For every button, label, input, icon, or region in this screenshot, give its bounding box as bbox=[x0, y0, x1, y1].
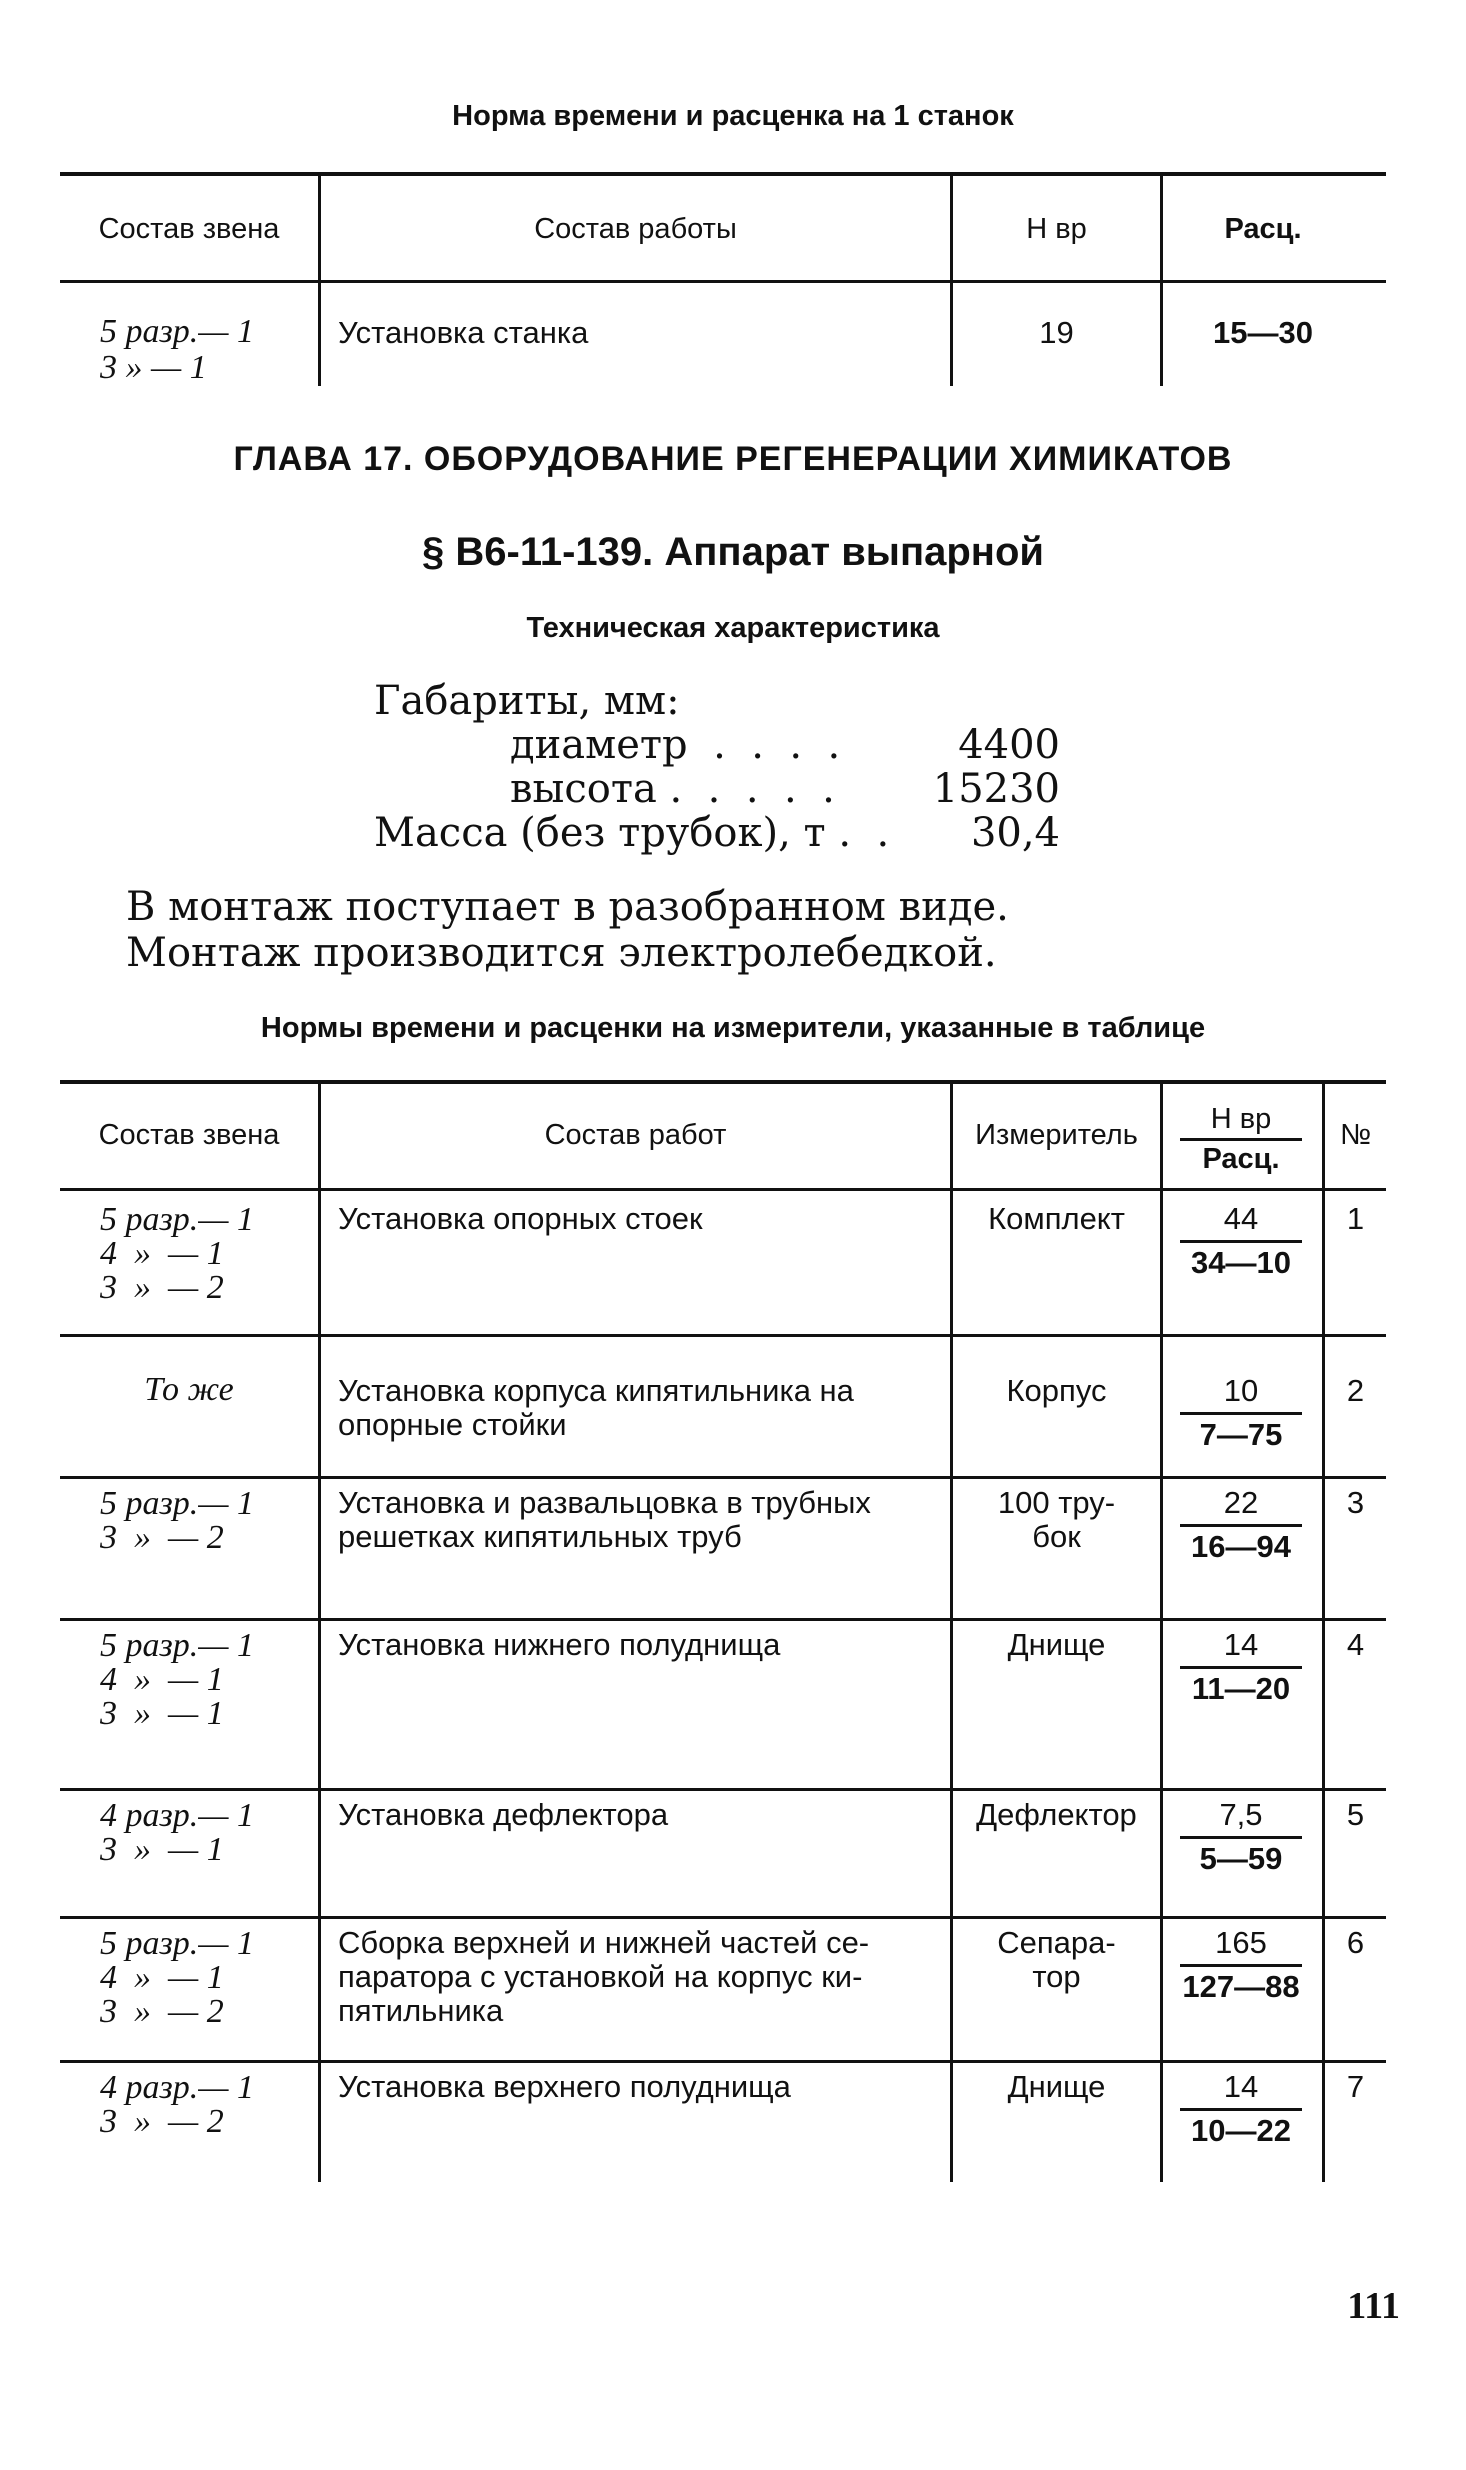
table2-crew-line: 5 разр.— 1 bbox=[100, 1485, 254, 1522]
table2-fraction-line bbox=[1180, 1836, 1302, 1839]
page-number: 111 bbox=[1347, 2285, 1400, 2327]
table2-unit-line: Дефлектор bbox=[976, 1797, 1137, 1832]
table2-header-rule bbox=[60, 1188, 1386, 1191]
table2-work-line: пятильника bbox=[338, 1993, 504, 2028]
note-line: В монтаж поступает в разобранном виде. bbox=[126, 884, 1009, 930]
table2-fraction-line bbox=[1180, 1964, 1302, 1967]
dimensions-label: Габариты, мм: bbox=[374, 678, 680, 724]
table1-header-nvr: Н вр bbox=[1026, 213, 1087, 245]
table2-row-number: 5 bbox=[1346, 1797, 1365, 1832]
table2-rate: 11—20 bbox=[1191, 1671, 1291, 1706]
table2-row-number: 7 bbox=[1346, 2069, 1365, 2104]
table2-crew-line: 4 » — 1 bbox=[100, 1661, 224, 1698]
table2-fraction-line bbox=[1180, 1412, 1302, 1415]
table2-crew-line: 5 разр.— 1 bbox=[100, 1925, 254, 1962]
table2-row-rule bbox=[60, 2060, 1386, 2063]
table2-work-line: Установка опорных стоек bbox=[338, 1201, 703, 1236]
table2-unit-line: тор bbox=[1032, 1959, 1081, 1994]
table2-unit-line: Корпус bbox=[1006, 1373, 1107, 1408]
table2-caption: Нормы времени и расценки на измерители, указанные в таблице bbox=[260, 1012, 1206, 1044]
table2-crew-line: 4 разр.— 1 bbox=[100, 2069, 254, 2106]
table1-header-rate: Расц. bbox=[1224, 213, 1302, 245]
table2-row-number: 1 bbox=[1346, 1201, 1365, 1236]
note-line: Монтаж производится электролебедкой. bbox=[126, 930, 997, 976]
table2-rate: 5—59 bbox=[1199, 1841, 1283, 1876]
table2-nvr: 165 bbox=[1215, 1925, 1267, 1960]
table2-row-rule bbox=[60, 1334, 1386, 1337]
table1-work: Установка станка bbox=[338, 315, 589, 350]
table2-crew-line: 3 » — 2 bbox=[100, 1993, 224, 2030]
table2-row-rule bbox=[60, 1618, 1386, 1621]
table2-work-line: Установка корпуса кипятильника на bbox=[338, 1373, 854, 1408]
table2-work-line: решетках кипятильных труб bbox=[338, 1519, 742, 1554]
table2-crew-line: 5 разр.— 1 bbox=[100, 1627, 254, 1664]
table1-col-divider bbox=[1160, 174, 1163, 386]
table2-header-rate: Расц. bbox=[1202, 1143, 1280, 1175]
tech-characteristics-title: Техническая характеристика bbox=[526, 612, 940, 644]
table2-crew-line: 3 » — 1 bbox=[100, 1831, 224, 1868]
table2-fraction-line bbox=[1180, 1240, 1302, 1243]
table2-nvr: 22 bbox=[1223, 1485, 1259, 1520]
table2-crew-line: 3 » — 2 bbox=[100, 1269, 224, 1306]
table2-crew-line: 3 » — 2 bbox=[100, 2103, 224, 2140]
table2-work-line: опорные стойки bbox=[338, 1407, 567, 1442]
table2-col-divider bbox=[1160, 1082, 1163, 2182]
spec-value-diameter: 4400 bbox=[958, 722, 1060, 768]
table2-unit-line: Комплект bbox=[988, 1201, 1125, 1236]
table2-nvr: 7,5 bbox=[1219, 1797, 1263, 1832]
chapter-title: ГЛАВА 17. ОБОРУДОВАНИЕ РЕГЕНЕРАЦИИ ХИМИКАТОВ bbox=[233, 440, 1233, 478]
table2-crew-line: 4 разр.— 1 bbox=[100, 1797, 254, 1834]
table2-header-nvr: Н вр bbox=[1210, 1103, 1272, 1135]
table2-nvr: 14 bbox=[1223, 2069, 1259, 2104]
table2-fraction-line bbox=[1180, 1666, 1302, 1669]
spec-value-mass: 30,4 bbox=[970, 810, 1060, 856]
table2-work-line: Установка нижнего полуднища bbox=[338, 1627, 781, 1662]
table2-unit-line: Сепара- bbox=[997, 1925, 1116, 1960]
spec-label-mass: Масса (без трубок), т . . bbox=[374, 810, 890, 856]
table1-crew-line: 3 » — 1 bbox=[100, 349, 207, 386]
table1-header-rule bbox=[60, 280, 1386, 283]
table2-row-rule bbox=[60, 1788, 1386, 1791]
table2-header-crew: Состав звена bbox=[98, 1119, 280, 1151]
table2-work-line: Сборка верхней и нижней частей се- bbox=[338, 1925, 870, 1960]
table2-rate: 34—10 bbox=[1191, 1245, 1291, 1280]
table1-crew-line: 5 разр.— 1 bbox=[100, 313, 254, 350]
table2-crew-line: 3 » — 2 bbox=[100, 1519, 224, 1556]
table2-work-line: паратора с установкой на корпус ки- bbox=[338, 1959, 863, 1994]
table2-crew-line: 4 » — 1 bbox=[100, 1235, 224, 1272]
table2-row-number: 2 bbox=[1346, 1373, 1365, 1408]
table1-rate: 15—30 bbox=[1213, 315, 1313, 350]
table2-header-unit: Измеритель bbox=[975, 1119, 1138, 1151]
table2-rate: 127—88 bbox=[1182, 1969, 1300, 2004]
table2-row-number: 3 bbox=[1346, 1485, 1365, 1520]
table1-header-crew: Состав звена bbox=[98, 213, 280, 245]
spec-label-height: высота . . . . . bbox=[510, 766, 835, 812]
table2-header-work: Состав работ bbox=[544, 1119, 727, 1151]
table2-row-number: 4 bbox=[1346, 1627, 1365, 1662]
table2-rate: 7—75 bbox=[1199, 1417, 1283, 1452]
table2-fraction-line bbox=[1180, 2108, 1302, 2111]
table2-fraction-line bbox=[1180, 1524, 1302, 1527]
table2-unit-line: Днище bbox=[1007, 1627, 1106, 1662]
spec-value-height: 15230 bbox=[932, 766, 1060, 812]
table1-caption: Норма времени и расценка на 1 станок bbox=[452, 100, 1014, 132]
table2-nvr: 44 bbox=[1223, 1201, 1259, 1236]
table2-row-rule bbox=[60, 1916, 1386, 1919]
table2-rate: 10—22 bbox=[1191, 2113, 1291, 2148]
table2-work-line: Установка верхнего полуднища bbox=[338, 2069, 791, 2104]
table2-header-fraction-line bbox=[1180, 1138, 1302, 1141]
spec-label-diameter: диаметр . . . . bbox=[510, 722, 841, 768]
table2-top-rule bbox=[60, 1080, 1386, 1084]
table2-row-number: 6 bbox=[1346, 1925, 1365, 1960]
table2-crew-line: То же bbox=[144, 1371, 234, 1408]
table1-col-divider bbox=[950, 174, 953, 386]
table2-col-divider bbox=[318, 1082, 321, 2182]
table2-crew-line: 4 » — 1 bbox=[100, 1959, 224, 1996]
table2-work-line: Установка дефлектора bbox=[338, 1797, 669, 1832]
table2-work-line: Установка и развальцовка в трубных bbox=[338, 1485, 871, 1520]
table2-nvr: 10 bbox=[1223, 1373, 1259, 1408]
table2-unit-line: бок bbox=[1032, 1519, 1081, 1554]
section-title: § В6-11-139. Аппарат выпарной bbox=[422, 530, 1044, 574]
table1-header-work: Состав работы bbox=[534, 213, 737, 245]
table2-crew-line: 3 » — 1 bbox=[100, 1695, 224, 1732]
table2-rate: 16—94 bbox=[1191, 1529, 1291, 1564]
table1-nvr: 19 bbox=[1039, 315, 1074, 350]
table1-top-rule bbox=[60, 172, 1386, 176]
table2-nvr: 14 bbox=[1223, 1627, 1259, 1662]
table2-header-num: № bbox=[1339, 1119, 1372, 1151]
table2-unit-line: 100 тру- bbox=[997, 1485, 1116, 1520]
table1-col-divider bbox=[318, 174, 321, 386]
table2-unit-line: Днище bbox=[1007, 2069, 1106, 2104]
table2-row-rule bbox=[60, 1476, 1386, 1479]
table2-crew-line: 5 разр.— 1 bbox=[100, 1201, 254, 1238]
